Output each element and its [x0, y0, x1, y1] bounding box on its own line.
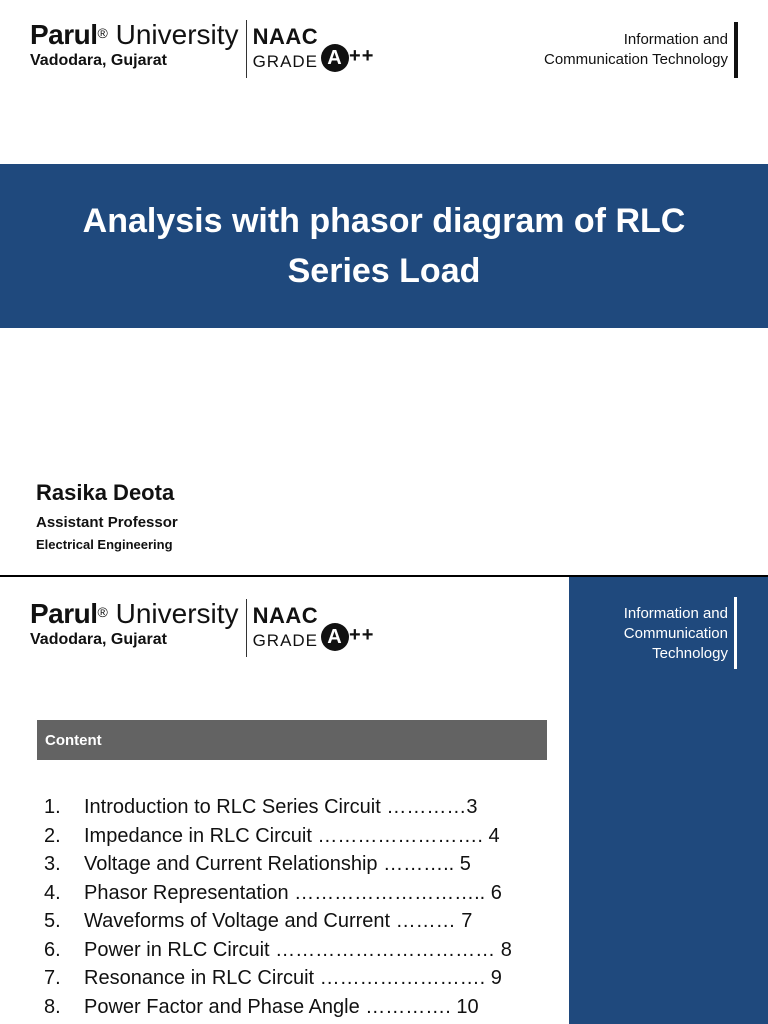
toc-item[interactable]: 2. Impedance in RLC Circuit ……………………. 4	[44, 824, 500, 847]
toc-item[interactable]: 8. Power Factor and Phase Angle …………. 10	[44, 995, 479, 1018]
grade-a-circle-icon: A	[321, 44, 349, 72]
logo-divider	[246, 20, 247, 78]
parul-university-logo	[30, 599, 374, 657]
toc-item[interactable]: 1. Introduction to RLC Series Circuit …………3	[44, 796, 478, 818]
author-name: Rasika Deota	[36, 480, 175, 505]
presentation-title: Analysis with phasor diagram of RLC Series Load	[82, 202, 686, 290]
parul-university-logo	[30, 20, 374, 78]
department-accent-bar	[734, 597, 737, 669]
naac-grade-badge: NAAC GRADE A ++	[252, 24, 375, 71]
content-heading: Content	[37, 720, 547, 760]
university-location: Vadodara, Gujarat	[30, 631, 167, 648]
toc-item[interactable]: 4. Phasor Representation ……………………….. 6	[44, 881, 502, 904]
university-name: Parul® University	[30, 598, 239, 629]
author-block	[36, 480, 178, 552]
department-label: Information and Communication Technology	[623, 605, 728, 662]
university-wordmark	[30, 599, 239, 649]
table-of-contents	[44, 793, 512, 1021]
toc-item[interactable]: 6. Power in RLC Circuit …………………………… 8	[44, 938, 512, 961]
toc-item[interactable]: 5. Waveforms of Voltage and Current ……… 7	[44, 910, 473, 932]
university-name: Parul® University	[30, 19, 239, 50]
contents-slide	[0, 577, 768, 1024]
author-role: Assistant Professor	[36, 514, 178, 531]
department-accent-bar	[734, 22, 738, 78]
toc-item[interactable]: 3. Voltage and Current Relationship ……….. 5	[44, 853, 471, 875]
university-location: Vadodara, Gujarat	[30, 52, 167, 69]
toc-item[interactable]: 7. Resonance in RLC Circuit ……………………. 9	[44, 967, 502, 989]
university-wordmark	[30, 20, 239, 70]
naac-grade-badge: NAAC GRADE A ++	[252, 603, 375, 650]
author-department: Electrical Engineering	[36, 537, 173, 552]
title-band	[0, 164, 768, 328]
department-label: Information and Communication Technology	[544, 31, 728, 68]
logo-divider	[246, 599, 247, 657]
grade-a-circle-icon: A	[321, 623, 349, 651]
